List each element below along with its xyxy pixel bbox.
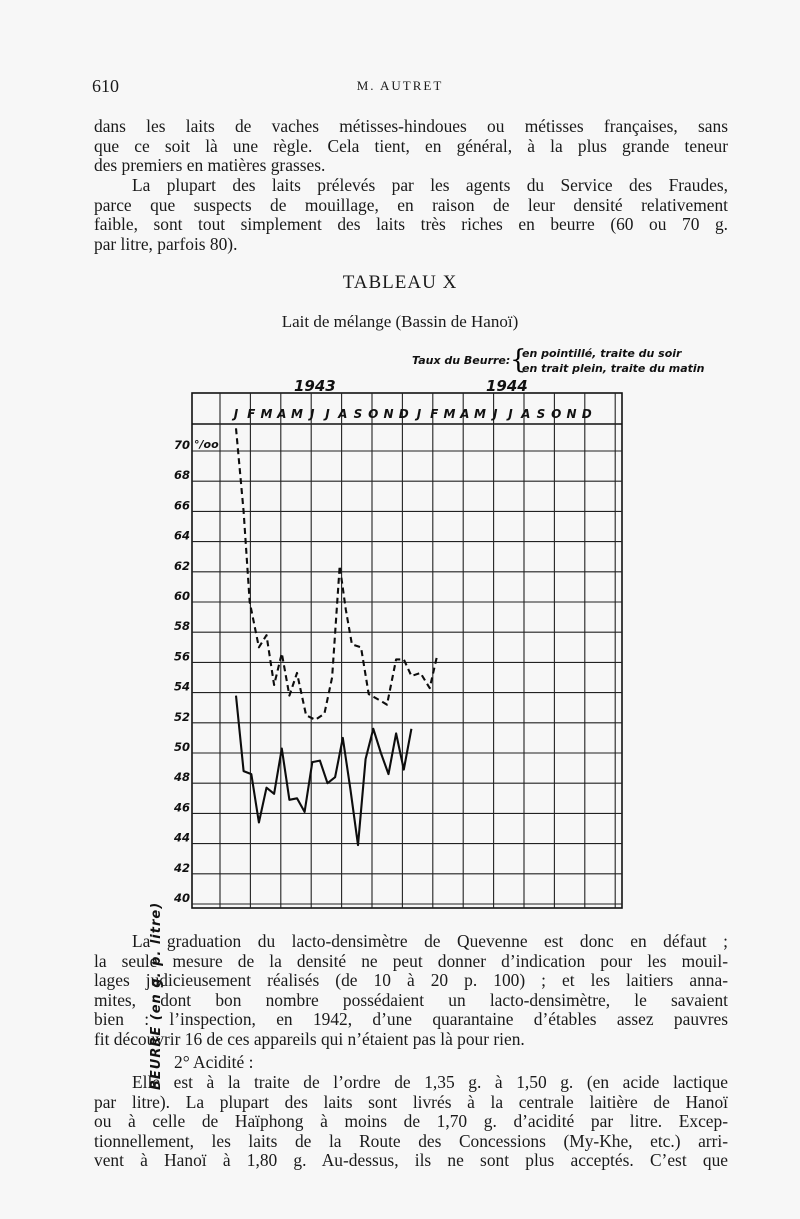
page-number: 610: [92, 76, 119, 96]
month-label: S: [353, 407, 363, 421]
y-tick-label: 68: [174, 468, 191, 483]
year-label: 1943: [294, 377, 336, 395]
paragraph-1: [94, 117, 728, 176]
month-label: J: [416, 407, 422, 421]
section-heading-acidite: 2° Acidité :: [174, 1052, 254, 1072]
y-tick-label: 44: [174, 830, 191, 845]
text-line: par litre). La plupart des laits sont livrés à la centrale laitière de Hanoï: [94, 1091, 728, 1112]
y-tick-label: 46: [174, 800, 191, 815]
plot-frame: [192, 393, 622, 908]
text-line: fit découvrir 16 de ces appareils qui n’étaient pas là pour rien.: [94, 1028, 525, 1049]
chart-grid: [192, 393, 622, 908]
month-label: J: [233, 407, 239, 421]
month-label: J: [310, 407, 315, 421]
text-line: Elle est à la traite de l’ordre de 1,35 g. à 1,50 g. (en acide lactique: [132, 1072, 728, 1092]
text-line: La plupart des laits prélevés par les agents du Service des Fraudes,: [132, 175, 728, 195]
text-line: ou à celle de Haïphong à moins de 1,70 g. d’acidité par litre. Excep-: [94, 1111, 728, 1132]
month-label: F: [430, 407, 439, 421]
y-tick-label: 60: [174, 589, 191, 603]
paragraph-2: [94, 176, 728, 254]
text-line: mites, dont bon nombre possédaient un lacto-densimètre, le savaient: [94, 989, 728, 1010]
month-label: S: [536, 407, 546, 421]
month-label: M: [474, 407, 486, 421]
y-tick-label: 50: [174, 740, 191, 754]
month-label: A: [521, 407, 531, 421]
text-line: des premiers en matières grasses.: [94, 155, 326, 176]
chart-series: [236, 428, 437, 845]
month-label: A: [460, 407, 470, 421]
legend-label: Taux du Beurre:: [412, 354, 511, 367]
y-tick-labels: [173, 438, 219, 905]
text-line: que ce soit là une règle. Cela tient, en général, à la plus grande teneur: [94, 135, 728, 156]
table-subtitle: Lait de mélange (Bassin de Hanoï): [281, 312, 519, 331]
y-tick-label: 56: [174, 649, 191, 664]
month-label: M: [260, 407, 273, 421]
text-line: bien : l’inspection, en 1942, d’une quarantaine d’étables assez pauvres: [94, 1009, 728, 1030]
month-label: J: [325, 407, 330, 421]
text-line: lages judicieusement réalisés (de 10 à 20 p. 100) ; et les laitiers anna-: [94, 970, 728, 991]
month-label: O: [551, 407, 562, 421]
text-line: La graduation du lacto-densimètre de Quevenne est donc en défaut ;: [132, 931, 728, 951]
y-tick-label: 58: [174, 619, 191, 634]
legend-brace: {: [510, 345, 527, 375]
month-label: A: [277, 407, 287, 421]
series-line-traite-du-matin: [236, 696, 411, 846]
y-tick-label: 54: [174, 679, 191, 694]
text-line: dans les laits de vaches métisses-hindoues ou métisses françaises, sans: [94, 116, 728, 136]
month-label: D: [581, 407, 592, 421]
month-label: J: [508, 407, 513, 421]
legend-entry-solid: en trait plein, traite du matin: [522, 362, 705, 375]
text-line: parce que suspects de mouillage, en raison de leur densité relativement: [94, 194, 728, 215]
y-tick-label: 52: [174, 709, 191, 724]
month-label: A: [338, 407, 348, 421]
table-title: TABLEAU X: [342, 272, 458, 293]
text-line: vent à Hanoï à 1,80 g. Au-dessus, ils ne sont plus acceptés. C’est que: [94, 1150, 728, 1171]
month-label: J: [493, 407, 498, 421]
series-line-traite-du-soir: [236, 428, 437, 720]
text-line: tionnellement, les laits de la Route des Concessions (My-Khe, etc.) arri-: [94, 1130, 728, 1151]
y-unit-label: °/oo: [194, 438, 219, 451]
month-label: N: [383, 407, 394, 421]
paragraph-3: [94, 932, 728, 1050]
year-label: 1944: [486, 377, 528, 395]
month-label: F: [247, 407, 256, 421]
text-line: la seule mesure de la densité ne peut donner d’indication pour les mouil-: [94, 950, 728, 971]
running-header-author: M. AUTRET: [356, 78, 444, 93]
text-line: faible, sont tout simplement des laits très riches en beurre (60 ou 70 g.: [94, 214, 728, 235]
y-tick-label: 62: [174, 558, 191, 573]
legend-entry-dashed: en pointillé, traite du soir: [522, 347, 682, 360]
text-line: par litre, parfois 80).: [94, 233, 238, 254]
y-tick-label: 48: [174, 770, 191, 785]
y-tick-label: 40: [174, 891, 191, 905]
paragraph-4: [94, 1073, 728, 1171]
month-label: O: [368, 407, 379, 421]
month-labels: [232, 407, 592, 421]
month-label: M: [291, 407, 303, 421]
month-label: M: [443, 407, 456, 421]
y-tick-label: 64: [174, 528, 191, 543]
y-tick-label: 66: [174, 498, 191, 513]
y-tick-label: 70: [174, 438, 191, 452]
chart-legend: [412, 345, 705, 375]
y-tick-label: 42: [174, 860, 191, 875]
y-axis-label: BEURRE (en g. p. litre): [149, 901, 164, 1090]
month-label: N: [566, 407, 577, 421]
month-label: D: [398, 407, 409, 421]
